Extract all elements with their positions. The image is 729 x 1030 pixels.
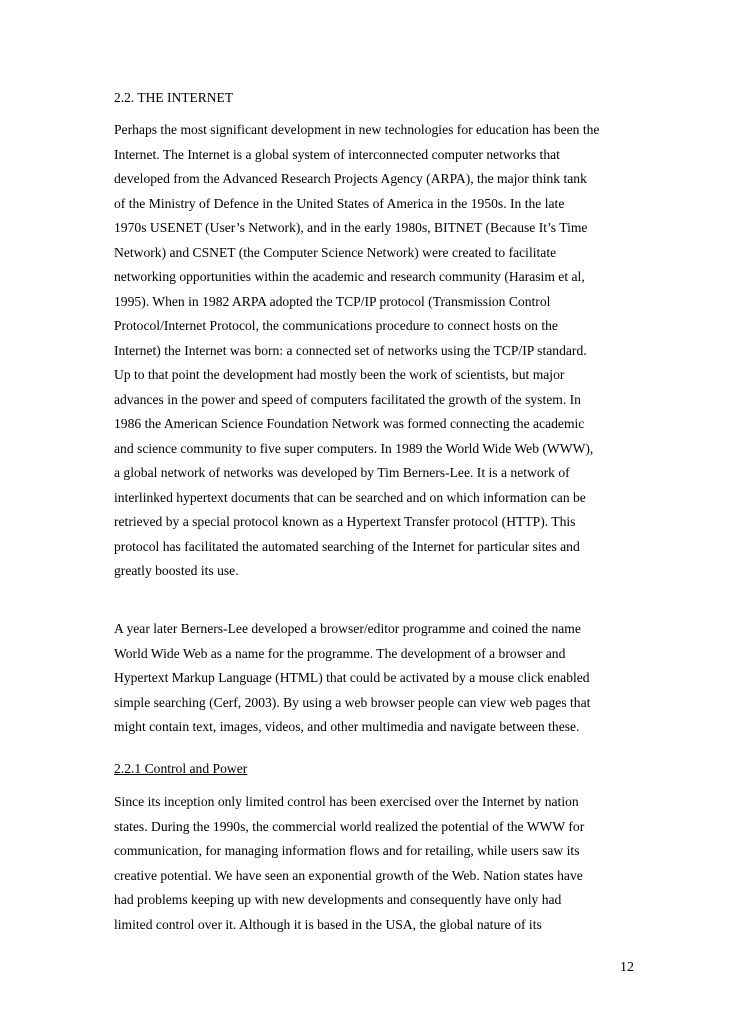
section-paragraph-2 [114,617,590,740]
text-line: networking opportunities within the academic and research community (Harasim et al, [114,269,585,284]
text-line: might contain text, images, videos, and other multimedia and navigate between these. [114,719,580,734]
text-line: Protocol/Internet Protocol, the communications procedure to connect hosts on the [114,318,558,333]
text-line: a global network of networks was developed by Tim Berners-Lee. It is a network of [114,465,570,480]
text-line: 1995). When in 1982 ARPA adopted the TCP/IP protocol (Transmission Control [114,293,551,309]
text-line: and science community to five super computers. In 1989 the World Wide Web (WWW), [114,440,594,456]
text-line: developed from the Advanced Research Projects Agency (ARPA), the major think tank [114,171,587,186]
section-paragraph-1 [114,118,599,584]
text-line: Up to that point the development had mostly been the work of scientists, but major [114,367,565,382]
text-line: World Wide Web as a name for the programme. The development of a browser and [114,645,566,661]
subsection-heading: 2.2.1 Control and Power [114,761,248,776]
text-line: Network) and CSNET (the Computer Science Network) were created to facilitate [114,244,557,260]
text-line: communication, for managing information flows and for retailing, while users saw its [114,843,580,858]
text-line: Hypertext Markup Language (HTML) that could be activated by a mouse click enabled [114,670,590,685]
text-line: interlinked hypertext documents that can be searched and on which information can be [114,489,586,505]
text-line: Since its inception only limited control has been exercised over the Internet by nation [114,794,579,809]
text-line: of the Ministry of Defence in the United States of America in the 1950s. In the late [114,195,565,211]
text-line: retrieved by a special protocol known as a Hypertext Transfer protocol (HTTP). This [114,514,576,529]
text-line: 1986 the American Science Foundation Network was formed connecting the academic [114,416,585,431]
text-line: greatly boosted its use. [114,563,239,578]
text-line: Internet. The Internet is a global system of interconnected computer networks that [114,146,560,162]
text-line: 1970s USENET (User’s Network), and in the early 1980s, BITNET (Because It’s Time [114,220,588,235]
text-line: A year later Berners-Lee developed a browser/editor programme and coined the name [114,621,581,636]
subsection-paragraph-1 [114,790,584,937]
text-line: states. During the 1990s, the commercial world realized the potential of the WWW for [114,818,585,834]
text-line: advances in the power and speed of computers facilitated the growth of the system. In [114,391,581,407]
text-line: protocol has facilitated the automated searching of the Internet for particular sites and [114,538,580,554]
text-line: creative potential. We have seen an exponential growth of the Web. Nation states have [114,867,583,883]
page-number: 12 [620,960,634,975]
text-line: simple searching (Cerf, 2003). By using a web browser people can view web pages that [114,694,591,710]
text-line: Internet) the Internet was born: a connected set of networks using the TCP/IP standard. [114,342,587,358]
text-line: had problems keeping up with new developments and consequently have only had [114,892,562,907]
text-line: Perhaps the most significant development in new technologies for education has been the [114,122,600,137]
text-line: limited control over it. Although it is based in the USA, the global nature of its [114,916,542,932]
section-heading: 2.2. THE INTERNET [114,90,233,105]
